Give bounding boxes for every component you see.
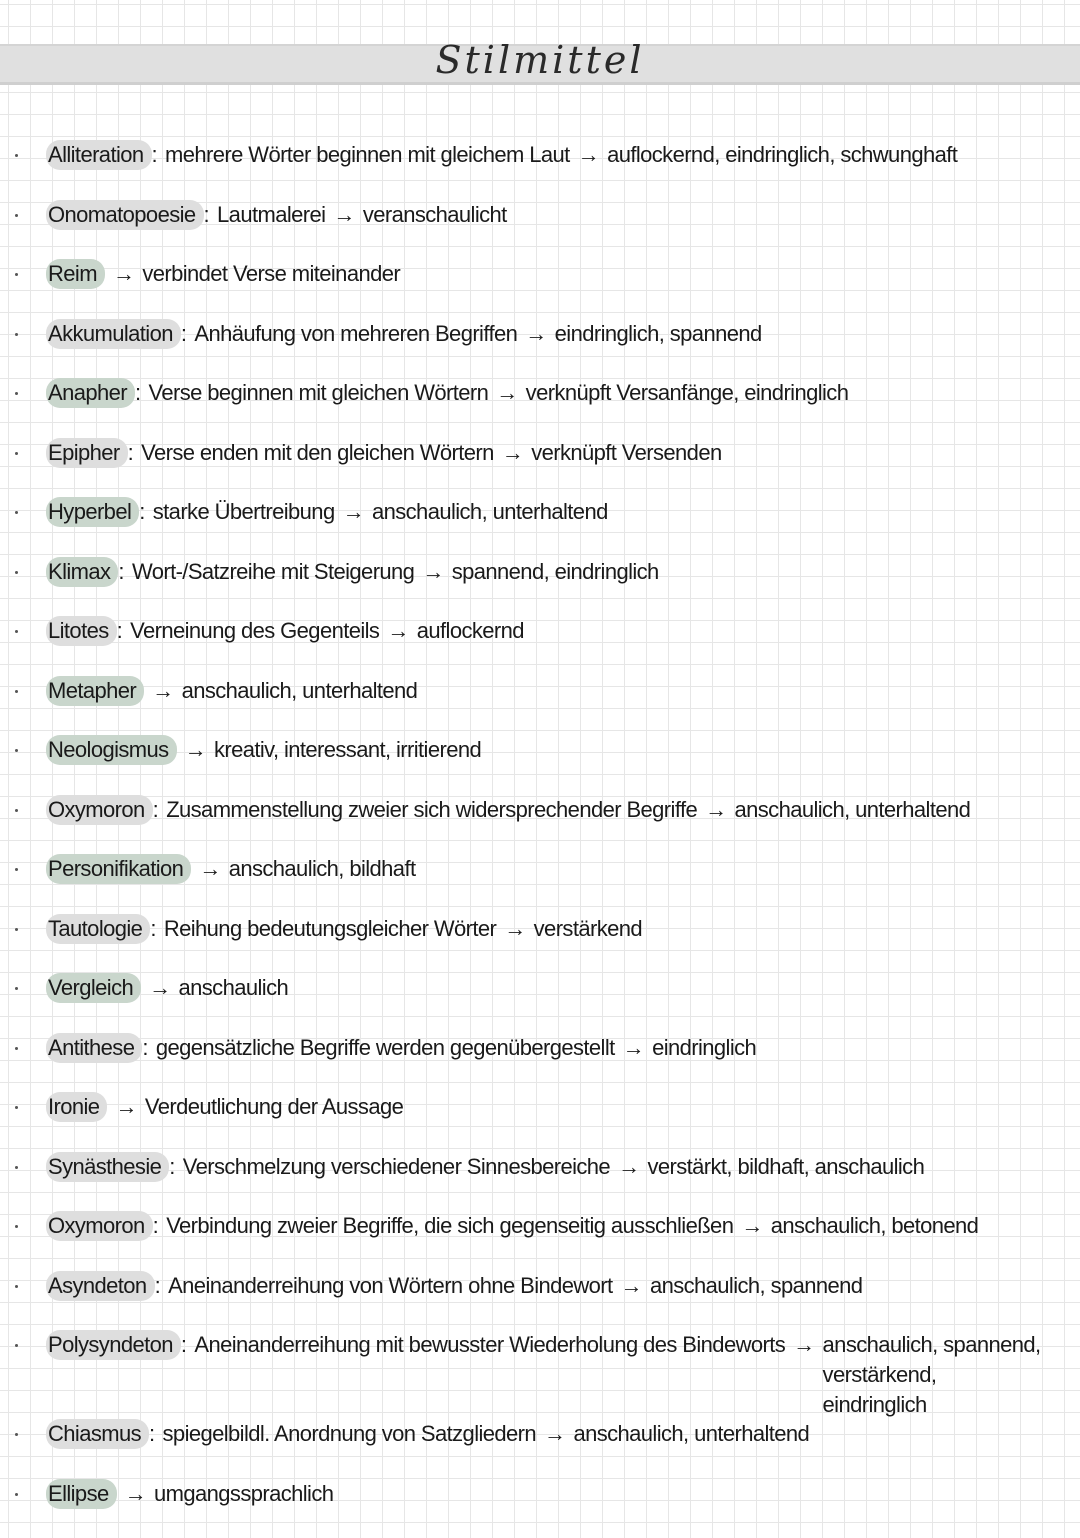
list-item — [0, 1479, 1080, 1538]
list-item — [0, 497, 1080, 557]
effect: auflockernd, eindringlich, schwunghaft — [607, 142, 957, 167]
effect: veranschaulicht — [363, 202, 507, 227]
list-item — [0, 319, 1080, 379]
list-item — [0, 140, 1080, 200]
term-label: Onomatopoesie — [46, 200, 204, 230]
effect: anschaulich, unterhaltend — [182, 678, 418, 703]
bullet-icon — [15, 1493, 18, 1496]
effect-wrap — [214, 735, 481, 765]
right-arrow-icon: → — [113, 259, 134, 289]
bullet-icon — [15, 214, 18, 217]
list-item — [0, 1419, 1080, 1479]
list-item — [0, 735, 1080, 795]
term-label: Antithese — [46, 1033, 142, 1063]
effect: eindringlich, spannend — [555, 321, 762, 346]
bullet-icon — [15, 273, 18, 276]
effect: anschaulich, unterhaltend — [573, 1421, 809, 1446]
effect: spannend, eindringlich — [452, 559, 659, 584]
stylistic-devices-list — [0, 140, 1080, 1538]
list-item — [0, 438, 1080, 498]
effect-wrap — [154, 1479, 333, 1509]
definition: starke Übertreibung — [153, 497, 335, 527]
term-label: Reim — [46, 259, 105, 289]
right-arrow-icon: → — [618, 1152, 639, 1182]
effect: verbindet Verse miteinander — [142, 261, 400, 286]
colon: : — [149, 1419, 155, 1449]
bullet-icon — [15, 690, 18, 693]
definition: Verse enden mit den gleichen Wörtern — [141, 438, 494, 468]
definition: gegensätzliche Begriffe werden gegenübergestellt — [156, 1033, 615, 1063]
effect: eindringlich — [652, 1035, 756, 1060]
term-label: Oxymoron — [46, 1211, 153, 1241]
term-label: Ellipse — [46, 1479, 117, 1509]
list-item — [0, 378, 1080, 438]
definition: Anhäufung von mehreren Begriffen — [194, 319, 517, 349]
bullet-icon — [15, 749, 18, 752]
page-title: Stilmittel — [0, 38, 1080, 82]
effect: anschaulich — [179, 975, 289, 1000]
effect-wrap — [531, 438, 721, 468]
colon: : — [118, 557, 124, 587]
colon: : — [153, 795, 159, 825]
bullet-icon — [15, 1344, 18, 1347]
right-arrow-icon: → — [623, 1033, 644, 1063]
right-arrow-icon: → — [115, 1092, 136, 1122]
right-arrow-icon: → — [387, 616, 408, 646]
definition: Aneinanderreihung von Wörtern ohne Bindewort — [168, 1271, 612, 1301]
term-label: Asyndeton — [46, 1271, 155, 1301]
colon: : — [155, 1271, 161, 1301]
right-arrow-icon: → — [741, 1211, 762, 1241]
term-label: Polysyndeton — [46, 1330, 181, 1360]
colon: : — [117, 616, 123, 646]
effect: anschaulich, bildhaft — [229, 856, 416, 881]
list-item — [0, 1211, 1080, 1271]
effect: anschaulich, spannend, verstärkend, — [823, 1332, 1041, 1387]
effect-wrap — [372, 497, 608, 527]
bullet-icon — [15, 154, 18, 157]
definition: Wort-/Satzreihe mit Steigerung — [132, 557, 414, 587]
bullet-icon — [15, 987, 18, 990]
list-item — [0, 914, 1080, 974]
right-arrow-icon: → — [504, 914, 525, 944]
bullet-icon — [15, 630, 18, 633]
effect: anschaulich, betonend — [771, 1213, 979, 1238]
list-item — [0, 973, 1080, 1033]
right-arrow-icon: → — [185, 735, 206, 765]
bullet-icon — [15, 571, 18, 574]
effect: verstärkend — [534, 916, 642, 941]
term-label: Neologismus — [46, 735, 177, 765]
bullet-icon — [15, 1047, 18, 1050]
term-label: Metapher — [46, 676, 144, 706]
right-arrow-icon: → — [496, 378, 517, 408]
right-arrow-icon: → — [621, 1271, 642, 1301]
colon: : — [181, 1330, 187, 1360]
term-label: Synästhesie — [46, 1152, 169, 1182]
effect-wrap — [417, 616, 524, 646]
colon: : — [152, 140, 158, 170]
definition: Lautmalerei — [217, 200, 325, 230]
effect: Verdeutlichung der Aussage — [145, 1094, 403, 1119]
effect-wrap — [652, 1033, 756, 1063]
bullet-icon — [15, 452, 18, 455]
list-item — [0, 1152, 1080, 1212]
effect-wrap — [607, 140, 957, 170]
bullet-icon — [15, 1433, 18, 1436]
colon: : — [142, 1033, 148, 1063]
term-label: Oxymoron — [46, 795, 153, 825]
effect: kreativ, interessant, irritierend — [214, 737, 481, 762]
definition: spiegelbildl. Anordnung von Satzgliedern — [163, 1419, 537, 1449]
term-label: Vergleich — [46, 973, 141, 1003]
right-arrow-icon: → — [502, 438, 523, 468]
effect-wrap — [526, 378, 849, 408]
right-arrow-icon: → — [152, 676, 173, 706]
definition: Reihung bedeutungsgleicher Wörter — [164, 914, 496, 944]
effect-wrap — [363, 200, 507, 230]
bullet-icon — [15, 1225, 18, 1228]
effect-wrap — [179, 973, 289, 1003]
list-item — [0, 1271, 1080, 1331]
definition: Verneinung des Gegenteils — [130, 616, 379, 646]
bullet-icon — [15, 809, 18, 812]
right-arrow-icon: → — [705, 795, 726, 825]
effect: verknüpft Versanfänge, eindringlich — [526, 380, 849, 405]
term-label: Ironie — [46, 1092, 107, 1122]
colon: : — [169, 1152, 175, 1182]
colon: : — [139, 497, 145, 527]
right-arrow-icon: → — [125, 1479, 146, 1509]
effect-wrap — [142, 259, 400, 289]
right-arrow-icon: → — [333, 200, 354, 230]
effect-wrap — [771, 1211, 979, 1241]
right-arrow-icon: → — [525, 319, 546, 349]
effect: anschaulich, unterhaltend — [735, 797, 971, 822]
list-item — [0, 795, 1080, 855]
term-label: Alliteration — [46, 140, 152, 170]
term-label: Epipher — [46, 438, 128, 468]
bullet-icon — [15, 333, 18, 336]
term-label: Chiasmus — [46, 1419, 149, 1449]
effect: anschaulich, spannend — [650, 1273, 862, 1298]
term-label: Klimax — [46, 557, 118, 587]
definition: Verbindung zweier Begriffe, die sich gegenseitig ausschließen — [166, 1211, 733, 1241]
effect-wrap — [452, 557, 659, 587]
effect-wrap — [145, 1092, 403, 1122]
right-arrow-icon: → — [343, 497, 364, 527]
effect: auflockernd — [417, 618, 524, 643]
list-item — [0, 557, 1080, 617]
list-item — [0, 259, 1080, 319]
bullet-icon — [15, 392, 18, 395]
bullet-icon — [15, 511, 18, 514]
effect: verstärkt, bildhaft, anschaulich — [647, 1154, 924, 1179]
list-item — [0, 1330, 1080, 1419]
effect: verknüpft Versenden — [531, 440, 721, 465]
colon: : — [181, 319, 187, 349]
right-arrow-icon: → — [578, 140, 599, 170]
definition: mehrere Wörter beginnen mit gleichem Laut — [165, 140, 570, 170]
bullet-icon — [15, 1285, 18, 1288]
right-arrow-icon: → — [199, 854, 220, 884]
bullet-icon — [15, 1166, 18, 1169]
bullet-icon — [15, 868, 18, 871]
right-arrow-icon: → — [544, 1419, 565, 1449]
list-item — [0, 1033, 1080, 1093]
colon: : — [204, 200, 210, 230]
right-arrow-icon: → — [149, 973, 170, 1003]
term-label: Hyperbel — [46, 497, 139, 527]
list-item — [0, 616, 1080, 676]
term-label: Litotes — [46, 616, 117, 646]
term-label: Tautologie — [46, 914, 150, 944]
bullet-icon — [15, 1106, 18, 1109]
effect-wrap — [647, 1152, 924, 1182]
term-label: Akkumulation — [46, 319, 181, 349]
effect-wrap — [555, 319, 762, 349]
effect-wrap — [534, 914, 642, 944]
effect-wrap — [650, 1271, 862, 1301]
colon: : — [153, 1211, 159, 1241]
effect-wrap — [182, 676, 418, 706]
definition: Verschmelzung verschiedener Sinnesbereiche — [183, 1152, 610, 1182]
colon: : — [128, 438, 134, 468]
effect: umgangssprachlich — [154, 1481, 333, 1506]
definition: Zusammenstellung zweier sich widersprechender Begriffe — [166, 795, 697, 825]
effect-continued: eindringlich — [823, 1390, 1080, 1420]
effect-wrap — [823, 1330, 1080, 1420]
list-item — [0, 200, 1080, 260]
term-label: Anapher — [46, 378, 135, 408]
bullet-icon — [15, 928, 18, 931]
definition: Aneinanderreihung mit bewusster Wiederholung des Bindeworts — [194, 1330, 785, 1360]
list-item — [0, 676, 1080, 736]
right-arrow-icon: → — [793, 1330, 814, 1360]
definition: Verse beginnen mit gleichen Wörtern — [149, 378, 489, 408]
effect-wrap — [229, 854, 416, 884]
effect: anschaulich, unterhaltend — [372, 499, 608, 524]
effect-wrap — [573, 1419, 809, 1449]
term-label: Personifikation — [46, 854, 191, 884]
list-item — [0, 854, 1080, 914]
colon: : — [150, 914, 156, 944]
colon: : — [135, 378, 141, 408]
effect-wrap — [735, 795, 971, 825]
list-item — [0, 1092, 1080, 1152]
right-arrow-icon: → — [422, 557, 443, 587]
